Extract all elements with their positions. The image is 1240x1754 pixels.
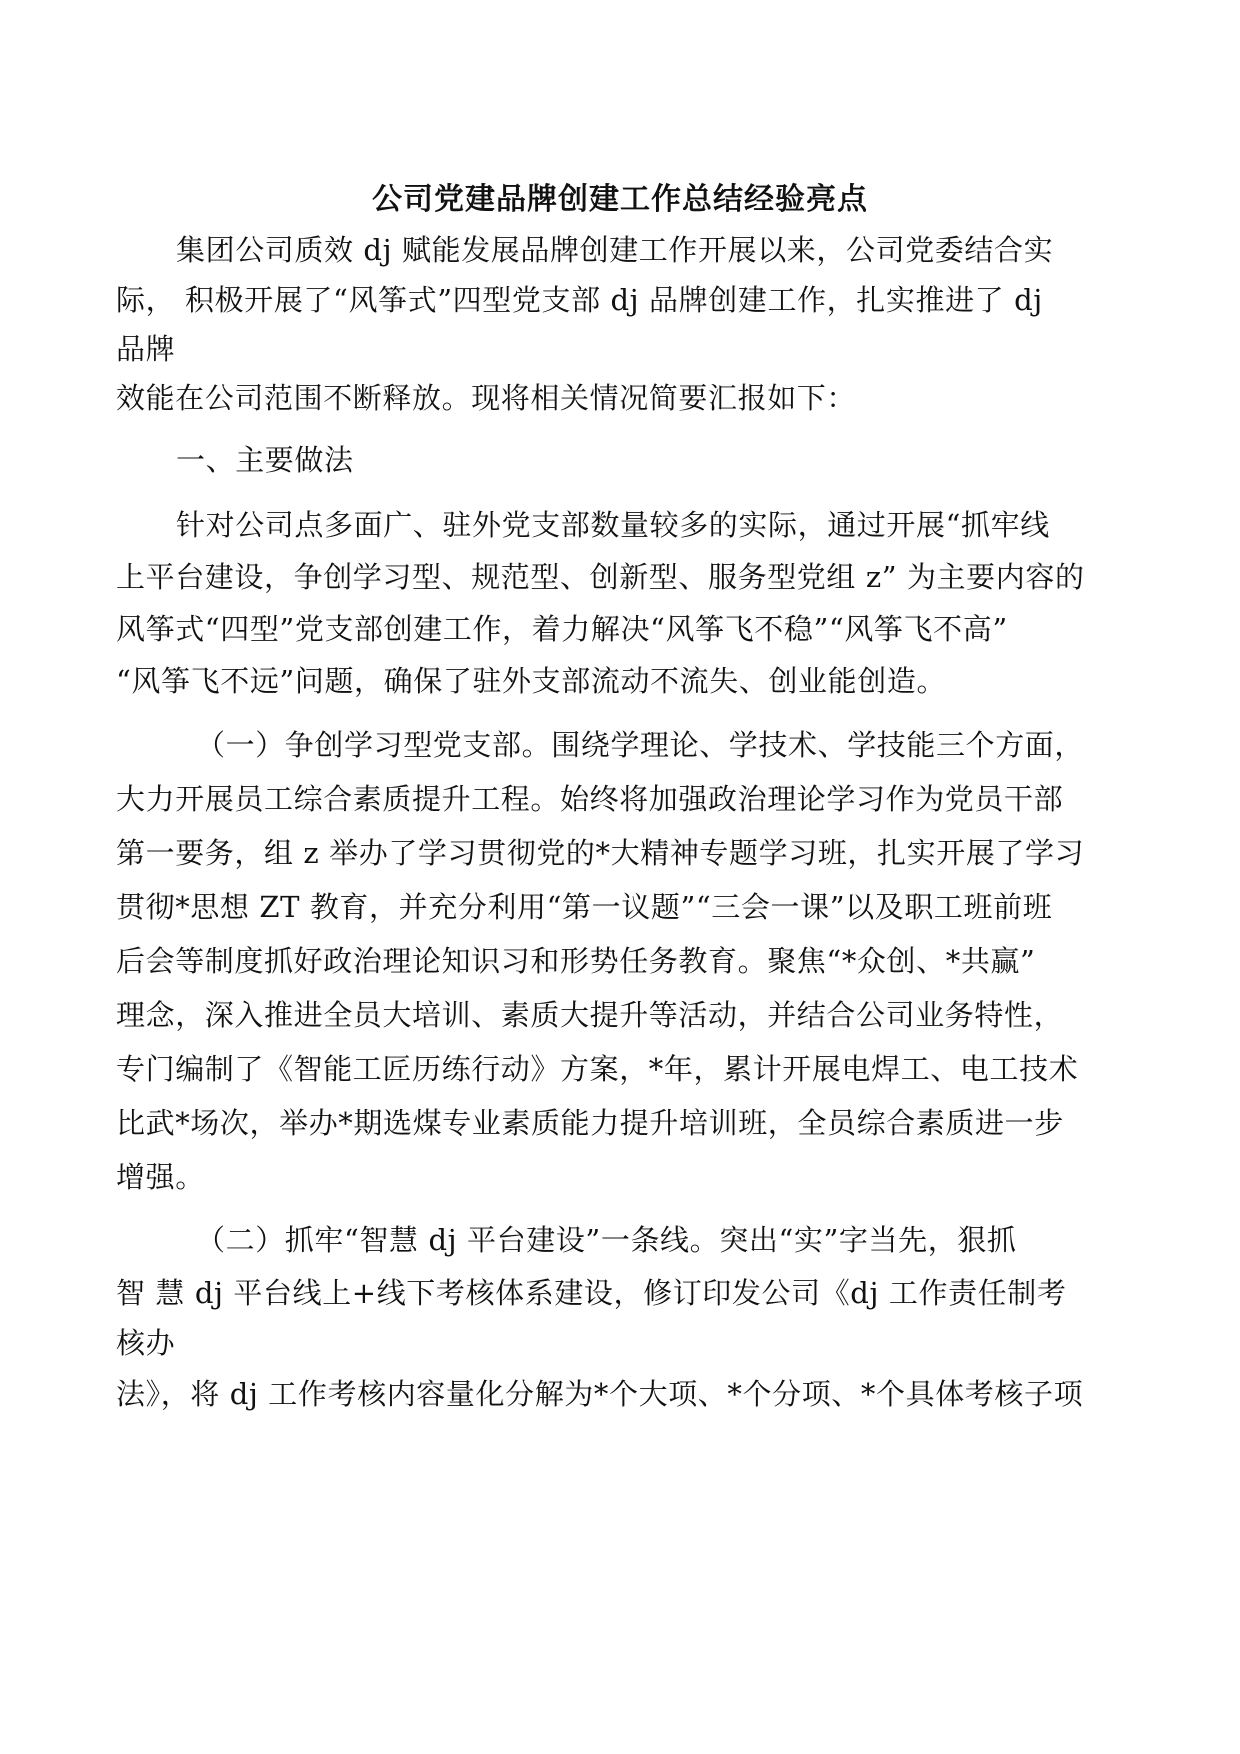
paragraph-line: 效能在公司范围不断释放。现将相关情况简要汇报如下： bbox=[116, 381, 857, 415]
subsection-line: （一）争创学习型党支部。围绕学理论、学技术、学技能三个方面， bbox=[196, 728, 1085, 762]
paragraph-line: 比武*场次，举办*期选煤专业素质能力提升培训班，全员综合素质进一步 bbox=[116, 1106, 1064, 1140]
paragraph-line: 际， 积极开展了“风筝式”四型党支部 dj 品牌创建工作，扎实推进了 dj bbox=[116, 283, 1043, 317]
subsection-line: （二）抓牢“智慧 dj 平台建设”一条线。突出“实”字当先，狠抓 bbox=[196, 1223, 1017, 1257]
paragraph-line: 上平台建设，争创学习型、规范型、创新型、服务型党组 z” 为主要内容的 bbox=[116, 560, 1085, 594]
paragraph-line: 智 慧 dj 平台线上+线下考核体系建设，修订印发公司《dj 工作责任制考 bbox=[116, 1276, 1067, 1310]
paragraph-line: 风筝式“四型”党支部创建工作，着力解决“风筝飞不稳”“风筝飞不高” bbox=[116, 612, 1008, 646]
paragraph-line: 第一要务，组 z 举办了学习贯彻党的*大精神专题学习班，扎实开展了学习 bbox=[116, 836, 1085, 870]
paragraph-line: 贯彻*思想 ZT 教育，并充分利用“第一议题”“三会一课”以及职工班前班 bbox=[116, 890, 1053, 924]
paragraph-line: 集团公司质效 dj 赋能发展品牌创建工作开展以来，公司党委结合实 bbox=[176, 233, 1054, 267]
paragraph-line: 核办 bbox=[116, 1326, 176, 1360]
paragraph-line: 理念，深入推进全员大培训、素质大提升等活动，并结合公司业务特性， bbox=[116, 998, 1064, 1032]
paragraph-line: 专门编制了《智能工匠历练行动》方案，*年，累计开展电焊工、电工技术 bbox=[116, 1052, 1079, 1086]
paragraph-line: 法》，将 dj 工作考核内容量化分解为*个大项、*个分项、*个具体考核子项 bbox=[116, 1377, 1084, 1411]
paragraph-line: “风筝飞不远”问题，确保了驻外支部流动不流失、创业能创造。 bbox=[116, 664, 947, 698]
paragraph-line: 针对公司点多面广、驻外党支部数量较多的实际，通过开展“抓牢线 bbox=[176, 508, 1050, 542]
paragraph-line: 大力开展员工综合素质提升工程。始终将加强政治理论学习作为党员干部 bbox=[116, 782, 1064, 816]
paragraph-line: 后会等制度抓好政治理论知识习和形势任务教育。聚焦“*众创、*共赢” bbox=[116, 944, 1036, 978]
section-heading: 一、主要做法 bbox=[176, 443, 354, 477]
paragraph-line: 增强。 bbox=[116, 1160, 205, 1194]
document-title: 公司党建品牌创建工作总结经验亮点 bbox=[372, 182, 868, 217]
paragraph-line: 品牌 bbox=[116, 332, 176, 366]
